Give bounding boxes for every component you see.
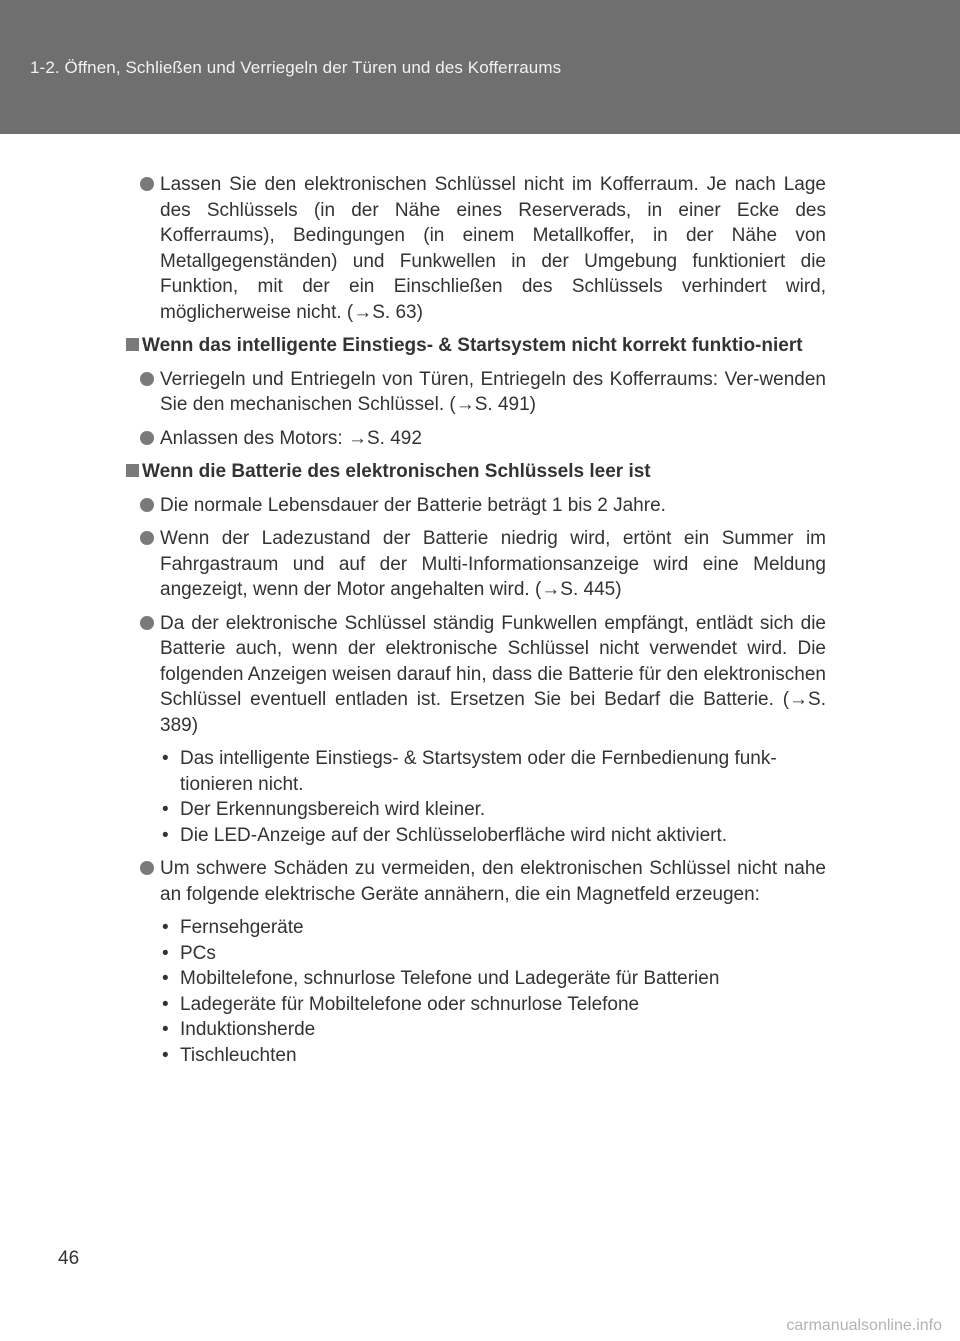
bullet-dot-icon <box>140 177 154 191</box>
square-bullet-icon <box>126 464 139 477</box>
sub-list <box>126 915 826 1068</box>
sub-list-text: Ladegeräte für Mobiltelefone oder schnurlose Telefone <box>180 993 640 1015</box>
sub-list-item <box>126 823 826 849</box>
list-dot: • <box>162 799 169 820</box>
bullet-item <box>126 526 826 603</box>
sub-list-item <box>126 966 826 992</box>
subheading-text: Wenn das intelligente Einstiegs- & Startsystem nicht korrekt funktio-niert <box>142 335 803 356</box>
list-dot: • <box>162 824 169 846</box>
sub-list-text: Das intelligente Einstiegs- & Startsystem oder die Fernbedienung funk-tionieren nicht. <box>180 748 777 795</box>
bullet-dot-icon <box>140 431 154 445</box>
page-content <box>126 172 826 1068</box>
bullet-item <box>126 856 826 907</box>
list-dot: • <box>162 748 169 769</box>
sub-list-text: Tischleuchten <box>180 1044 297 1066</box>
list-dot: • <box>162 917 169 938</box>
list-dot: • <box>162 993 169 1015</box>
bullet-text: Verriegeln und Entriegeln von Türen, Entriegeln des Kofferraums: Ver-wenden Sie den mechanischen Schlüssel. (→S. 491) <box>160 368 826 415</box>
page-header <box>0 0 960 134</box>
bullet-text: Da der elektronische Schlüssel ständig Funkwellen empfängt, entlädt sich die Batterie auch, wenn der elektronische Schlüssel nicht verwendet wird. Die folgenden Anzeigen weisen darauf hin, dass die Batterie für den elektronischen Schlüssel eventuell entladen ist. Ersetzen Sie bei Bedarf die Batterie. (→S. 389) <box>160 612 826 736</box>
subheading <box>126 459 826 485</box>
bullet-text: Die normale Lebensdauer der Batterie beträgt 1 bis 2 Jahre. <box>160 494 666 516</box>
sub-list <box>126 746 826 848</box>
bullet-item <box>126 426 826 452</box>
sub-list-text: Mobiltelefone, schnurlose Telefone und Ladegeräte für Batterien <box>180 968 720 989</box>
bullet-text: Anlassen des Motors: →S. 492 <box>160 427 422 449</box>
sub-list-item <box>126 797 826 823</box>
bullet-dot-icon <box>140 531 154 545</box>
page-number: 46 <box>58 1248 80 1269</box>
sub-list-item <box>126 746 826 797</box>
bullet-text: Lassen Sie den elektronischen Schlüssel nicht im Kofferraum. Je nach Lage des Schlüssels (in der Nähe eines Reserverads, in einer Ecke des Kofferraums), Bedingungen (in einem Metallkoffer, in der Nähe von Metallgegenständen) und Funkwellen in der Umgebung funktioniert die Funktion, mit der ein Einschließen des Schlüssels verhindert wird, möglicherweise nicht. (→S. 63) <box>160 174 826 323</box>
list-dot: • <box>162 968 169 989</box>
sub-list-text: Die LED-Anzeige auf der Schlüsseloberfläche wird nicht aktiviert. <box>180 824 728 846</box>
sub-list-text: Induktionsherde <box>180 1019 316 1040</box>
sub-list-item <box>126 915 826 941</box>
bullet-dot-icon <box>140 861 154 875</box>
bullet-dot-icon <box>140 616 154 630</box>
sub-list-text: Fernsehgeräte <box>180 917 304 938</box>
bullet-text: Um schwere Schäden zu vermeiden, den elektronischen Schlüssel nicht nahe an folgende elektrische Geräte annähern, die ein Magnetfeld erzeugen: <box>160 858 826 905</box>
bullet-item <box>126 611 826 739</box>
list-dot: • <box>162 1019 169 1040</box>
subheading <box>126 333 826 359</box>
subheading-text: Wenn die Batterie des elektronischen Schlüssels leer ist <box>142 461 651 482</box>
sub-list-item <box>126 941 826 967</box>
watermark: carmanualsonline.info <box>786 1317 942 1334</box>
bullet-dot-icon <box>140 372 154 386</box>
sub-list-text: PCs <box>180 942 216 964</box>
sub-list-item <box>126 1017 826 1043</box>
sub-list-text: Der Erkennungsbereich wird kleiner. <box>180 799 486 820</box>
sub-list-item <box>126 1043 826 1069</box>
sub-list-item <box>126 992 826 1018</box>
bullet-item <box>126 367 826 418</box>
bullet-text: Wenn der Ladezustand der Batterie niedrig wird, ertönt ein Summer im Fahrgastraum und auf der Multi-Informationsanzeige wird eine Meldung angezeigt, wenn der Motor angehalten wird. (→S. 445) <box>160 528 826 600</box>
bullet-item <box>126 172 826 325</box>
list-dot: • <box>162 942 169 964</box>
bullet-dot-icon <box>140 498 154 512</box>
square-bullet-icon <box>126 338 139 351</box>
list-dot: • <box>162 1044 169 1066</box>
section-title: 1-2. Öffnen, Schließen und Verriegeln der Türen und des Kofferraums <box>30 58 562 77</box>
bullet-item <box>126 493 826 519</box>
